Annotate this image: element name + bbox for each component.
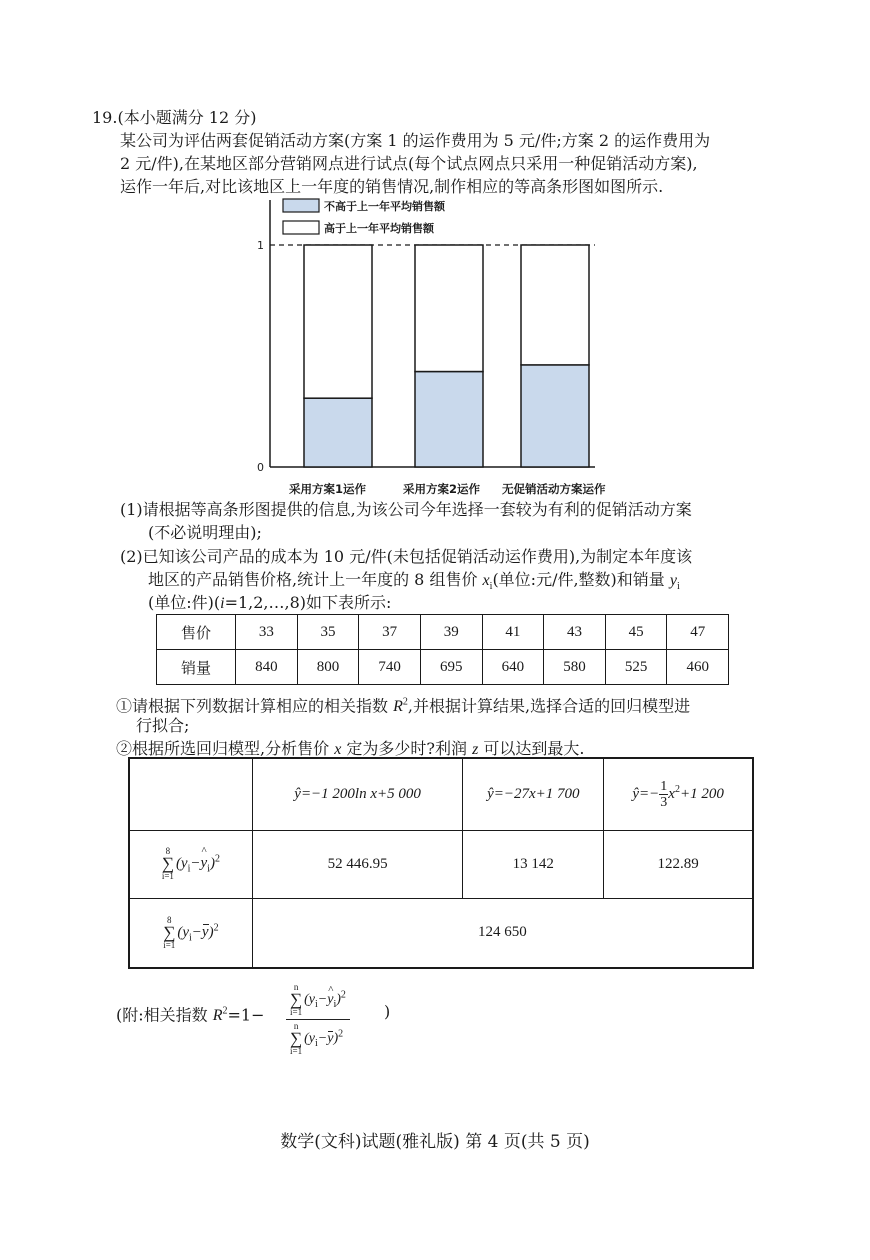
intro-line-3: 运作一年后,对比该地区上一年度的销售情况,制作相应的等高条形图如图所示. <box>120 177 664 196</box>
sub1-line-2: 行拟合; <box>136 716 190 735</box>
sales-cell: 740 <box>359 650 421 685</box>
appendix-prefix: (附:相关指数 <box>116 1005 208 1025</box>
part2-line-3 <box>148 592 391 615</box>
empty-corner-cell <box>129 758 252 830</box>
appendix-line: (附:相关指数 $R^2=1-$ <box>116 1005 265 1025</box>
model3-text: ŷ=− <box>632 785 660 802</box>
price-cell: 39 <box>420 615 482 650</box>
sales-cell: 460 <box>667 650 729 685</box>
price-cell: 45 <box>605 615 667 650</box>
category-label-plan2: 采用方案2运作 <box>403 482 481 496</box>
stacked-bar-chart <box>250 195 630 475</box>
page-footer: 数学(文科)试题(雅礼版) 第 4 页(共 5 页) <box>280 1132 590 1152</box>
intro-line-1: 某公司为评估两套促销活动方案(方案 1 的运作费用为 5 元/件;方案 2 的运作费用为 <box>120 131 711 150</box>
sales-cell: 580 <box>544 650 606 685</box>
model1-cell: ŷ=−1 200ln x+5 000 <box>252 758 463 830</box>
chart-legend <box>283 199 446 235</box>
residual-value-2: 13 142 <box>463 830 604 898</box>
intro-line-2: 2 元/件),在某地区部分营销网点进行试点(每个试点网点只采用一种促销活动方案), <box>120 154 698 173</box>
sub2-text-b: 定为多少时?利润 <box>346 739 467 758</box>
var-r2: $R^2$ <box>393 697 408 716</box>
price-cell: 47 <box>667 615 729 650</box>
appendix-r2: $R^2$ <box>212 1006 228 1025</box>
part2-line-3-text-a: (单位:件)( <box>148 593 221 612</box>
sales-cell: 640 <box>482 650 544 685</box>
residual-sum-label: 8 ∑ i=1 ($y_i-\^{}$ $y_i)^2$ <box>129 830 252 898</box>
price-cell: 37 <box>359 615 421 650</box>
sub2-text-c: 可以达到最大. <box>483 739 585 758</box>
total-sum-label: 8 ∑ i=1 $(y_i-y)^2$ <box>129 898 252 968</box>
sales-cell: 840 <box>236 650 298 685</box>
total-value: 124 650 <box>252 898 753 968</box>
appendix-fraction <box>286 983 350 1056</box>
sales-cell: 800 <box>297 650 359 685</box>
legend-swatch-1 <box>283 199 319 212</box>
sales-row-label: 销量 <box>157 650 236 685</box>
residual-value-3: 122.89 <box>604 830 753 898</box>
model3-cell: ŷ=− $\frac{1}{3}$ $x^2+1$ 200 <box>604 758 753 830</box>
bar-segment-not-higher-3 <box>521 365 589 467</box>
total-row <box>129 898 753 968</box>
bar-segment-higher-2 <box>415 245 483 372</box>
part2-line-2-text-a: 地区的产品销售价格,统计上一年度的 8 组售价 <box>148 570 478 589</box>
price-cell: 35 <box>297 615 359 650</box>
bar-segment-higher-3 <box>521 245 589 365</box>
category-label-plan1: 采用方案1运作 <box>289 482 367 496</box>
part2-line-2-text-b: (单位:元/件,整数)和销量 <box>492 570 665 589</box>
appendix-close-paren: ) <box>384 1002 391 1021</box>
part1-line-1: (1)请根据等高条形图提供的信息,为该公司今年选择一套较为有利的促销活动方案 <box>120 500 692 519</box>
y-tick-0: 0 <box>257 461 264 474</box>
bar-segment-not-higher-1 <box>304 398 372 467</box>
sales-cell: 695 <box>420 650 482 685</box>
fraction-numerator: n ∑ i=1 ($y_i-\^{}$ $y_i)^2$ <box>286 983 350 1020</box>
sub1-text-b: ,并根据计算结果,选择合适的回归模型进 <box>407 696 691 716</box>
sub2-text-a: ②根据所选回归模型,分析售价 <box>116 739 330 758</box>
bar-segment-higher-1 <box>304 245 372 398</box>
legend-label-1: 不高于上一年平均销售额 <box>324 200 445 213</box>
model-comparison-table <box>128 757 754 969</box>
sub1-text-a: ①请根据下列数据计算相应的相关指数 <box>116 696 389 716</box>
sales-cell: 525 <box>605 650 667 685</box>
sales-row <box>157 650 729 685</box>
model-header-row <box>129 758 753 830</box>
price-row <box>157 615 729 650</box>
model2-cell: ŷ=−27x+1 700 <box>463 758 604 830</box>
part2-line-1: (2)已知该公司产品的成本为 10 元/件(未包括促销活动运作费用),为制定本年度该 <box>120 547 693 566</box>
legend-label-2: 高于上一年平均销售额 <box>324 222 434 235</box>
sub1-line-1 <box>116 692 690 718</box>
chart-bars <box>304 245 589 467</box>
question-number: 19.(本小题满分 12 分) <box>92 108 257 127</box>
price-cell: 41 <box>482 615 544 650</box>
var-i: i <box>220 595 225 612</box>
residual-row <box>129 830 753 898</box>
fraction-denominator: n ∑ i=1 $(y_i-y)^2$ <box>290 1021 344 1056</box>
category-label-none: 无促销活动方案运作 <box>502 482 606 496</box>
var-xi: $x_i$ <box>482 572 493 593</box>
price-cell: 33 <box>236 615 298 650</box>
legend-swatch-2 <box>283 221 319 234</box>
part1-line-2: (不必说明理由); <box>148 523 262 542</box>
var-x: x <box>334 741 342 758</box>
price-row-label: 售价 <box>157 615 236 650</box>
residual-value-1: 52 446.95 <box>252 830 463 898</box>
bar-segment-not-higher-2 <box>415 372 483 467</box>
price-cell: 43 <box>544 615 606 650</box>
part2-line-3-text-b: =1,2,…,8)如下表所示: <box>224 593 392 612</box>
var-z: z <box>472 741 479 758</box>
price-sales-table <box>156 614 729 685</box>
var-yi: $y_i$ <box>669 572 680 593</box>
y-tick-1: 1 <box>257 239 264 252</box>
